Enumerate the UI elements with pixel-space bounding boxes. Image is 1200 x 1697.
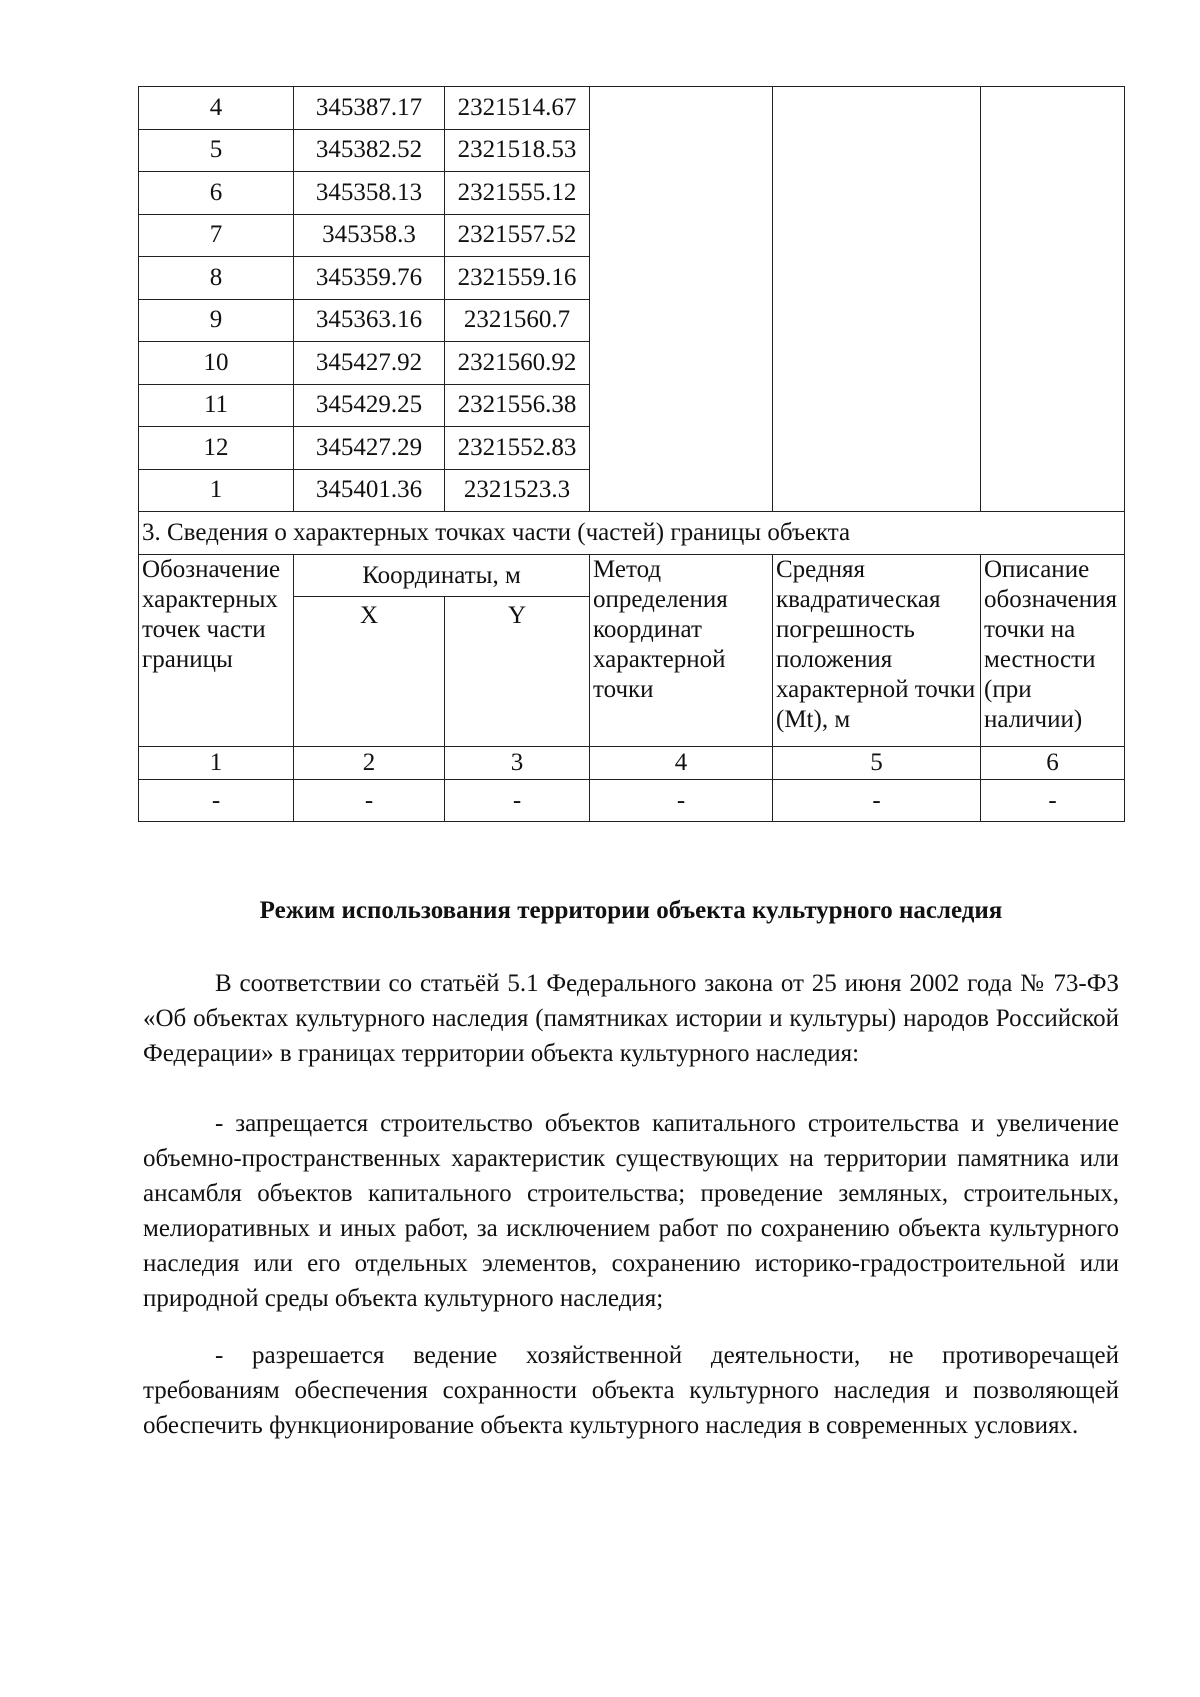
header-error: Средняя квадратическая погрешность положения характерной точки (Mt), м [773,555,981,747]
paragraph-permitted: - разрешается ведение хозяйственной деятельности, не противоречащей требованиям обеспечения сохранности объекта культурного наследия и позволяющей обеспечить функционирование объекта культурного наследия в современных условиях. [143,1342,1119,1439]
point-y: 2321518.53 [445,129,590,172]
point-x: 345427.29 [294,427,445,470]
point-number: 12 [139,427,294,470]
error-cell-empty [773,87,981,512]
dash-cell: - [294,780,445,822]
header-x: X [294,597,445,747]
header-description: Описание обозначения точки на местности (при наличии) [981,555,1125,747]
point-y: 2321514.67 [445,87,590,130]
dash-cell: - [445,780,590,822]
point-number: 6 [139,172,294,215]
point-number: 7 [139,214,294,257]
column-number: 2 [294,747,445,780]
point-x: 345427.92 [294,342,445,385]
point-number: 11 [139,384,294,427]
column-numbers-row [139,747,1125,780]
point-number: 1 [139,469,294,512]
section-title-row [139,512,1125,555]
point-y: 2321552.83 [445,427,590,470]
header-y: Y [445,597,590,747]
header-method: Метод определения координат характерной точки [590,555,773,747]
header-row [139,555,1125,597]
point-number: 9 [139,299,294,342]
paragraph-intro: В соответствии со статьёй 5.1 Федерального закона от 25 июня 2002 года № 73-ФЗ «Об объектах культурного наследия (памятниках истории и культуры) народов Российской Федерации» в границах территории объекта культурного наследия: [143,970,1119,1067]
point-number: 8 [139,257,294,300]
method-cell-empty [590,87,773,512]
point-number: 5 [139,129,294,172]
point-number: 10 [139,342,294,385]
point-x: 345429.25 [294,384,445,427]
header-coordinates: Координаты, м [294,555,590,597]
dash-cell: - [139,780,294,822]
coordinates-table [138,86,1125,822]
point-y: 2321523.3 [445,469,590,512]
empty-data-row [139,780,1125,822]
dash-cell: - [590,780,773,822]
table-row [139,87,1125,130]
point-y: 2321559.16 [445,257,590,300]
point-y: 2321560.7 [445,299,590,342]
point-y: 2321555.12 [445,172,590,215]
column-number: 6 [981,747,1125,780]
point-x: 345359.76 [294,257,445,300]
column-number: 4 [590,747,773,780]
point-number: 4 [139,87,294,130]
header-designation: Обозначение характерных точек части границы [139,555,294,747]
point-y: 2321556.38 [445,384,590,427]
point-y: 2321560.92 [445,342,590,385]
column-number: 1 [139,747,294,780]
point-x: 345387.17 [294,87,445,130]
dash-cell: - [981,780,1125,822]
point-x: 345358.13 [294,172,445,215]
column-number: 5 [773,747,981,780]
point-x: 345401.36 [294,469,445,512]
point-x: 345358.3 [294,214,445,257]
point-x: 345363.16 [294,299,445,342]
section-title: 3. Сведения о характерных точках части (частей) границы объекта [139,512,1125,555]
point-x: 345382.52 [294,129,445,172]
description-cell-empty [981,87,1125,512]
paragraph-prohibited: - запрещается строительство объектов капитального строительства и увеличение объемно-пространственных характеристик существующих на территории памятника или ансамбля объектов капитального строительства; проведение земляных, строительных, мелиоративных и иных работ, за исключением работ по сохранению объекта культурного наследия или его отдельных элементов, сохранению историко-градостроительной или природной среды объекта культурного наследия; [143,1110,1119,1312]
point-y: 2321557.52 [445,214,590,257]
section-heading: Режим использования территории объекта культурного наследия [259,897,1003,924]
column-number: 3 [445,747,590,780]
dash-cell: - [773,780,981,822]
